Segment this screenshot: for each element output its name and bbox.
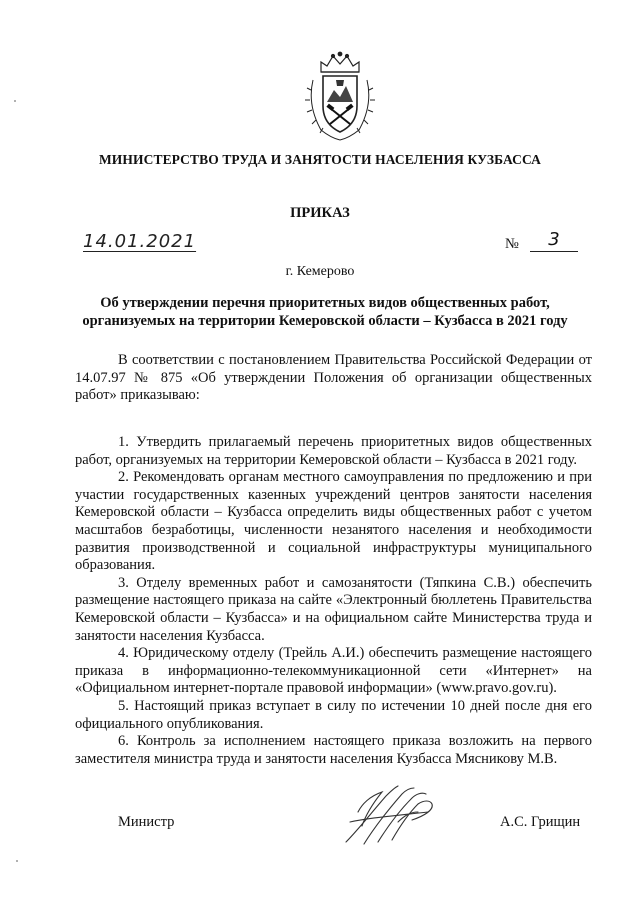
ministry-name: МИНИСТЕРСТВО ТРУДА И ЗАНЯТОСТИ НАСЕЛЕНИЯ КУЗБАССА bbox=[98, 152, 542, 167]
scan-speck bbox=[16, 860, 18, 862]
scan-speck bbox=[14, 100, 16, 102]
order-item-5: 5. Настоящий приказ вступает в силу по истечении 10 дней после дня его официального опубликования. bbox=[75, 697, 592, 732]
handwritten-signature-icon bbox=[338, 782, 442, 850]
kuzbass-coat-of-arms-icon bbox=[303, 50, 377, 142]
city: г. Кемерово bbox=[285, 264, 355, 279]
order-date: 14.01.2021 bbox=[83, 231, 197, 252]
order-item-2: 2. Рекомендовать органам местного самоуправления по предложению и при участии государственных казенных учреждений центров занятости населения Кемеровской области – Кузбасса определить виды общественных работ с учетом масштабов безработицы, численности незанятого населения и необходимости развития производственной и социальной инфраструктуры муниципального образования. bbox=[75, 469, 592, 574]
order-item-3: 3. Отделу временных работ и самозанятости (Тяпкина С.В.) обеспечить размещение настоящего приказа на сайте «Электронный бюллетень Правительства Кемеровской области – Кузбасса» и на официальном сайте Министерства труда и занятости населения Кузбасса. bbox=[75, 574, 592, 644]
order-item-4: 4. Юридическому отделу (Трейль А.И.) обеспечить размещение настоящего приказа в информационно-телекоммуникационной сети «Интернет» на «Официальном интернет-портале правовой информации» (www.pravo.gov.ru). bbox=[75, 645, 592, 697]
signer-title: Министр bbox=[118, 814, 175, 830]
order-item-1: 1. Утвердить прилагаемый перечень приоритетных видов общественных работ, организуемых на территории Кемеровской области – Кузбасса в 2021 году. bbox=[75, 434, 592, 468]
order-item-6: 6. Контроль за исполнением настоящего приказа возложить на первого заместителя министра труда и занятости населения Кузбасса Мясникову М.В. bbox=[75, 733, 592, 767]
order-items bbox=[75, 434, 592, 768]
signer-name: А.С. Грищин bbox=[500, 814, 581, 830]
order-number: 3 bbox=[530, 229, 578, 252]
intro-paragraph: В соответствии с постановлением Правительства Российской Федерации от 14.07.97 № 875 «Об утверждении Положения об организации общественных работ» приказываю: bbox=[75, 352, 592, 404]
order-number-label: № bbox=[505, 236, 519, 252]
order-subject: Об утверждении перечня приоритетных видов общественных работ, организуемых на территории Кемеровской области – Кузбасса в 2021 году bbox=[82, 295, 568, 329]
document-type: ПРИКАЗ bbox=[290, 205, 350, 221]
